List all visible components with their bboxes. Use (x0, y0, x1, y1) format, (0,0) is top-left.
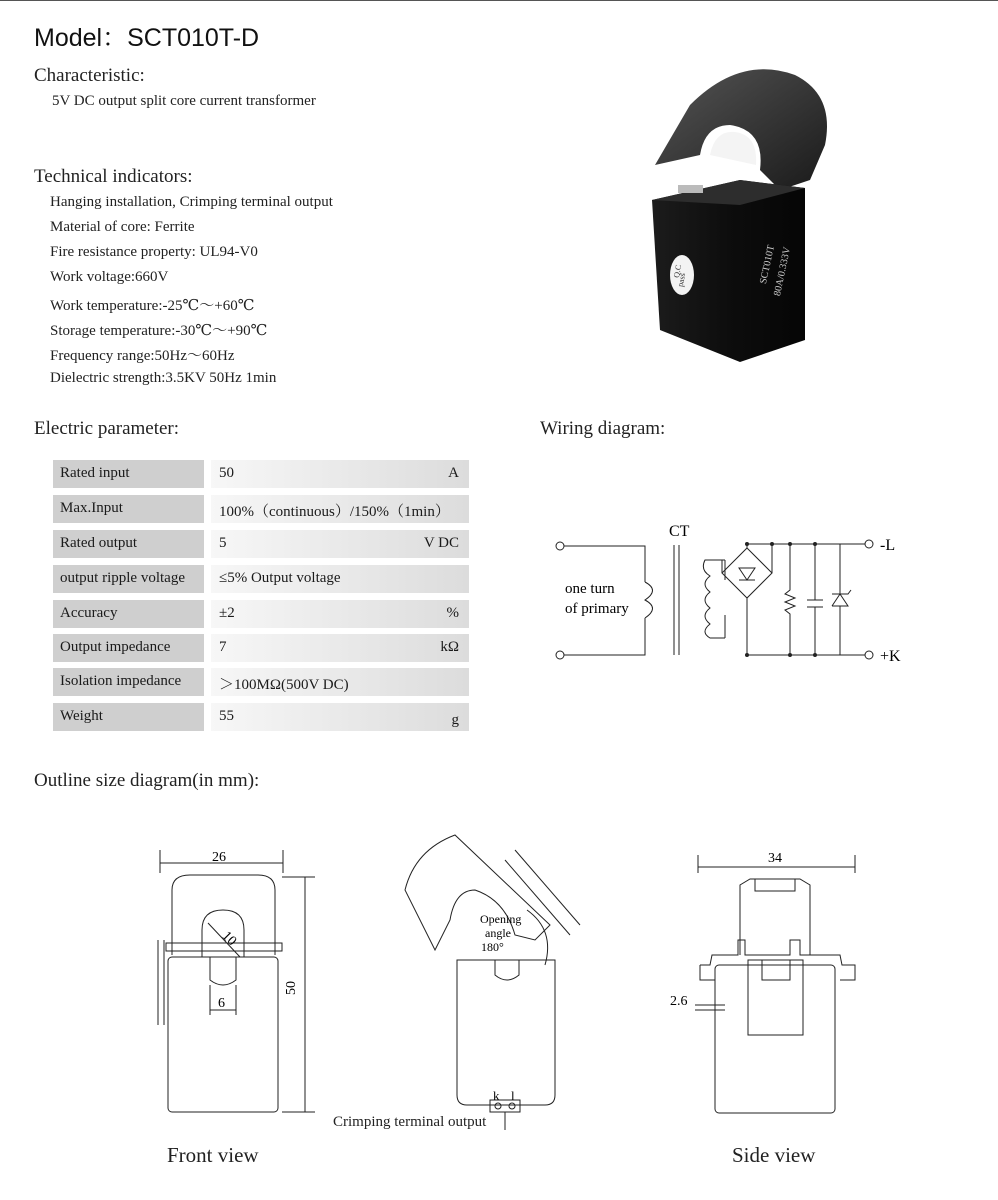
table-row (53, 668, 469, 696)
param-label: output ripple voltage (60, 570, 185, 586)
technical-item: Storage temperature:-30℃～+90℃ (50, 323, 268, 339)
table-row (53, 495, 469, 523)
terminal-left-top (556, 542, 564, 550)
front-hole-label: 10 (218, 928, 240, 950)
param-value: 5 (219, 535, 227, 551)
param-label: Max.Input (60, 500, 123, 516)
node-dot (788, 653, 792, 657)
side-offset-label: 2.6 (670, 994, 688, 1009)
param-value: ≤5% Output voltage (219, 570, 341, 586)
open-flap-1 (515, 850, 580, 925)
side-slot-outer (748, 960, 803, 1035)
top-rule (0, 0, 998, 1)
terminal-k (495, 1103, 501, 1109)
model-title: Model：SCT010T-D (34, 24, 260, 52)
node-dot (813, 542, 817, 546)
terminal-k-label: k (493, 1088, 500, 1103)
terminal-l-label: l (511, 1088, 515, 1103)
side-view-caption: Side view (732, 1143, 816, 1167)
side-slot-inner (762, 960, 790, 980)
jaw-shape (655, 69, 827, 190)
technical-item: Material of core: Ferrite (50, 219, 195, 235)
node-dot (745, 653, 749, 657)
bus-top (747, 544, 865, 548)
opening-line2: angle (485, 926, 511, 940)
front-height-label: 50 (284, 981, 299, 995)
primary-label-line1: one turn (565, 581, 615, 597)
param-value: ＞100MΩ(500V DC) (219, 677, 349, 693)
characteristic-heading: Characteristic: (34, 65, 145, 86)
technical-item: Work temperature:-25℃～+60℃ (50, 298, 255, 314)
param-value: ±2 (219, 605, 235, 621)
pos-label: +K (880, 648, 901, 665)
side-body (715, 965, 835, 1113)
front-body (168, 957, 278, 1112)
terminal-left-bottom (556, 651, 564, 659)
param-label: Isolation impedance (60, 673, 182, 689)
jaw-opening (710, 132, 756, 165)
node-dot (745, 542, 749, 546)
zener-diode (832, 544, 851, 655)
primary-wire-top (564, 546, 645, 582)
outline-heading: Outline size diagram(in mm): (34, 770, 260, 791)
opening-line3: 180° (481, 940, 504, 954)
table-row (53, 703, 469, 731)
photo-label-line2: 80A/0.333V (772, 246, 794, 297)
param-label: Weight (60, 708, 103, 724)
open-jaw-outline (405, 835, 550, 950)
table-row (53, 530, 469, 558)
terminal-l (509, 1103, 515, 1109)
electric-heading: Electric parameter: (34, 418, 180, 439)
front-view-diagram (150, 845, 330, 1125)
side-top-notch (755, 879, 795, 891)
technical-item: Frequency range:50Hz～60Hz (50, 348, 235, 364)
primary-coil (645, 582, 653, 618)
open-slot (495, 960, 519, 980)
front-slot (210, 957, 236, 985)
technical-item: Dielectric strength:3.5KV 50Hz 1min (50, 370, 277, 386)
primary-label-line2: of primary (565, 601, 629, 617)
technical-item: Fire resistance property: UL94-V0 (50, 244, 258, 260)
param-value: 100%（continuous）/150%（1min） (219, 504, 450, 520)
front-slot-label: 6 (218, 996, 225, 1011)
primary-wire-bottom (564, 618, 645, 655)
bridge-rectifier (722, 548, 772, 598)
front-width-label: 26 (212, 850, 226, 865)
node-dot (813, 653, 817, 657)
side-view-diagram (650, 845, 890, 1125)
open-body (457, 960, 555, 1105)
param-label: Accuracy (60, 605, 118, 621)
ct-label: CT (669, 523, 690, 540)
param-value: 55 (219, 708, 234, 724)
node-dot (788, 542, 792, 546)
table-row (53, 460, 469, 488)
opening-line1: Opening (480, 912, 522, 926)
param-value: 7 (219, 639, 227, 655)
param-label: Output impedance (60, 639, 171, 655)
table-row (53, 600, 469, 628)
param-unit: V DC (423, 535, 459, 551)
param-unit: % (446, 605, 459, 621)
terminal-neg (865, 540, 873, 548)
photo-label-line1: SCT010T (758, 244, 778, 285)
terminal-clip (678, 185, 703, 193)
front-hole (202, 910, 244, 957)
param-unit: kΩ (440, 639, 459, 655)
front-view-caption: Front view (167, 1143, 259, 1167)
resistor (785, 544, 795, 655)
qc-line2: pass (675, 272, 688, 288)
param-value: 50 (219, 465, 234, 481)
terminal-pos (865, 651, 873, 659)
neg-label: -L (880, 537, 896, 554)
param-unit: g (451, 712, 459, 728)
technical-item: Work voltage:660V (50, 269, 169, 285)
technical-heading: Technical indicators: (34, 166, 193, 187)
qc-line1: Q.C (671, 263, 684, 279)
diode-symbol (739, 568, 755, 580)
technical-item: Hanging installation, Crimping terminal output (50, 194, 333, 210)
capacitor (807, 544, 823, 655)
characteristic-text: 5V DC output split core current transformer (52, 93, 316, 109)
bus-bottom (747, 598, 865, 655)
param-unit: A (448, 465, 459, 481)
wiring-heading: Wiring diagram: (540, 418, 666, 439)
side-left-tab (700, 965, 715, 980)
node-dot (770, 542, 774, 546)
wiring-diagram (540, 510, 940, 680)
table-row (53, 634, 469, 662)
product-photo (630, 60, 840, 370)
param-label: Rated input (60, 465, 130, 481)
table-row (53, 565, 469, 593)
crimping-label: Crimping terminal output (333, 1114, 487, 1130)
param-label: Rated output (60, 535, 138, 551)
side-width-label: 34 (768, 851, 782, 866)
open-view-diagram (395, 830, 615, 1140)
